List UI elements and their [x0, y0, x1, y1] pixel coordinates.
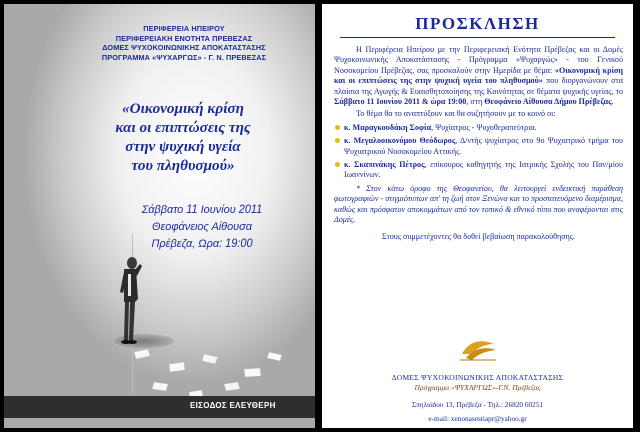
invitation-footer: [322, 334, 633, 423]
event-date: Σάββατο 11 Ιουνίου 2011: [141, 204, 263, 216]
speaker-item: [334, 136, 623, 157]
speaker-description: , επίκουρος καθηγητής της Ιατρικής Σχολής του Παν/μίου Ιωαννίνων.: [344, 160, 623, 180]
footer-email[interactable]: e-mail: xenonasestiapr@yahoo.gr: [428, 414, 527, 423]
speaker-name: κ. Σκαπινάκης Πέτρος: [344, 160, 425, 170]
bullet-icon: [335, 125, 340, 130]
org-line: ΔΟΜΕΣ ΨΥΧΟΚΟΙΝΩΝΙΚΗΣ ΑΠΟΚΑΤΑΣΤΑΣΗΣ: [102, 43, 266, 53]
invitation-page: [322, 4, 633, 428]
org-line: ΠΕΡΙΦΕΡΕΙΑΚΗ ΕΝΟΤΗΤΑ ΠΡΕΒΕΖΑΣ: [115, 33, 253, 43]
poster-title: [78, 99, 288, 175]
event-topic: «Οικονομική κρίση και οι επιπτώσεις της στην ψυχική υγεία του πληθυσμού»: [334, 65, 623, 86]
event-venue: Θεοφάνειος Αίθουσα: [152, 221, 252, 233]
speaker-description: , Δ/ντής ψυχίατρος στο 9ο Ψυχιατρικό τμήμα του Ψυχιατρικού Νοσοκομείου Αττικής.: [344, 136, 624, 156]
bullet-icon: [335, 138, 340, 143]
intro-text: Η Περιφέρεια Ηπείρου με την Περιφερειακή Ενότητα Πρέβεζας και οι Δομές Ψυχοκοινωνικής Αποκατάστασης - Πρόγραμμα «Ψυχαργώς» - του Γενικού Νοσοκομείου Πρέβεζας, σας προσκαλούν στην Ημερίδα με θέμα:: [334, 45, 623, 75]
intro-text: που διοργανώνουν στα πλαίσια της Αγωγής & Ευαισθητοποίησης της Κοινότητας σε θέματα ψυχικής υγείας, το: [334, 76, 623, 96]
speaker-description: , Ψυχίατρος - Ψυχοθεραπεύτρια.: [431, 122, 537, 132]
speaker-name: κ. Μαραγκουδάκη Σοφία: [344, 122, 432, 132]
event-time: Πρέβεζα, Ωρα: 19:00: [151, 238, 253, 250]
org-line: ΠΡΟΓΡΑΜΜΑ «ΨΥΧΑΡΓΩΣ» - Γ. Ν. ΠΡΕΒΕΖΑΣ: [101, 52, 267, 62]
footer-program: Πρόγραμμα «ΨΥΧΑΡΓΩΣ»-Γ.Ν. Πρέβεζας: [414, 383, 541, 392]
intro-text: , στη: [466, 97, 485, 107]
note-text: Στον κάτω όροφο της Θεοφανείου, θα λειτουργεί ενδεικτική παράθεση φωτογραφιών - στιγμιότυπων απ' τη ζωή στον Ξενώνα και το προστατευόμενο διαμέρισμα, καθώς και πρόσφατον αποκομμάτων από τον τοπικό & εθνικό τύπο που αναφέρονται στις Δομές.: [334, 183, 623, 225]
title-line: «Οικονομική κρίση: [122, 100, 244, 117]
speaker-name: κ. Μεγαλοοικονόμου Θεόδωρος: [344, 136, 456, 146]
organization-logo-icon: [456, 334, 500, 364]
event-venue: Θεοφάνειο Αίθουσα Δήμου Πρέβεζας: [484, 97, 612, 107]
title-line: στην ψυχική υγεία: [125, 138, 241, 155]
closing-line: Στους συμμετέχοντες θα δοθεί βεβαίωση παρακολούθησης.: [381, 231, 576, 241]
org-line: ΠΕΡΙΦΕΡΕΙΑ ΗΠΕΙΡΟΥ: [143, 24, 225, 33]
footer-organization: ΔΟΜΕΣ ΨΥΧΟΚΟΙΝΩΝΙΚΗΣ ΑΠΟΚΑΤΑΣΤΑΣΗΣ: [391, 373, 564, 382]
invitation-body: [334, 45, 623, 244]
entrance-bar: [4, 396, 315, 418]
invitation-title: ΠΡΟΣΚΛΗΣΗ: [415, 14, 540, 33]
title-line: και οι επιπτώσεις της: [115, 119, 251, 136]
entrance-label: ΕΙΣΟΔΟΣ ΕΛΕΥΘΕΡΗ: [190, 401, 276, 410]
speaker-item: [334, 123, 623, 133]
speakers-list: [334, 123, 623, 181]
poster-page: [4, 4, 315, 428]
scattered-papers-illustration: [114, 344, 294, 402]
poster-organization: [4, 24, 315, 62]
star-icon: *: [356, 183, 367, 193]
event-details: [136, 202, 269, 253]
speaker-item: [334, 160, 623, 181]
title-divider: [340, 37, 615, 38]
title-line: του πληθυσμού»: [131, 157, 235, 174]
man-figure-illustration: [102, 254, 146, 349]
event-date: Σάββατο 11 Ιουνίου 2011 & ώρα 19:00: [334, 97, 467, 107]
exhibition-note: [334, 184, 623, 226]
bullet-icon: [335, 162, 340, 167]
footer-address: Σπηλιάδου 13, Πρέβεζα - Τηλ.: 26820 60251: [411, 400, 544, 409]
intro-text: .: [611, 97, 614, 107]
speakers-intro: Το θέμα θα το αναπτύξουν και θα συζητήσουν με το κοινό οι:: [356, 109, 556, 119]
intro-paragraph: [334, 45, 623, 107]
